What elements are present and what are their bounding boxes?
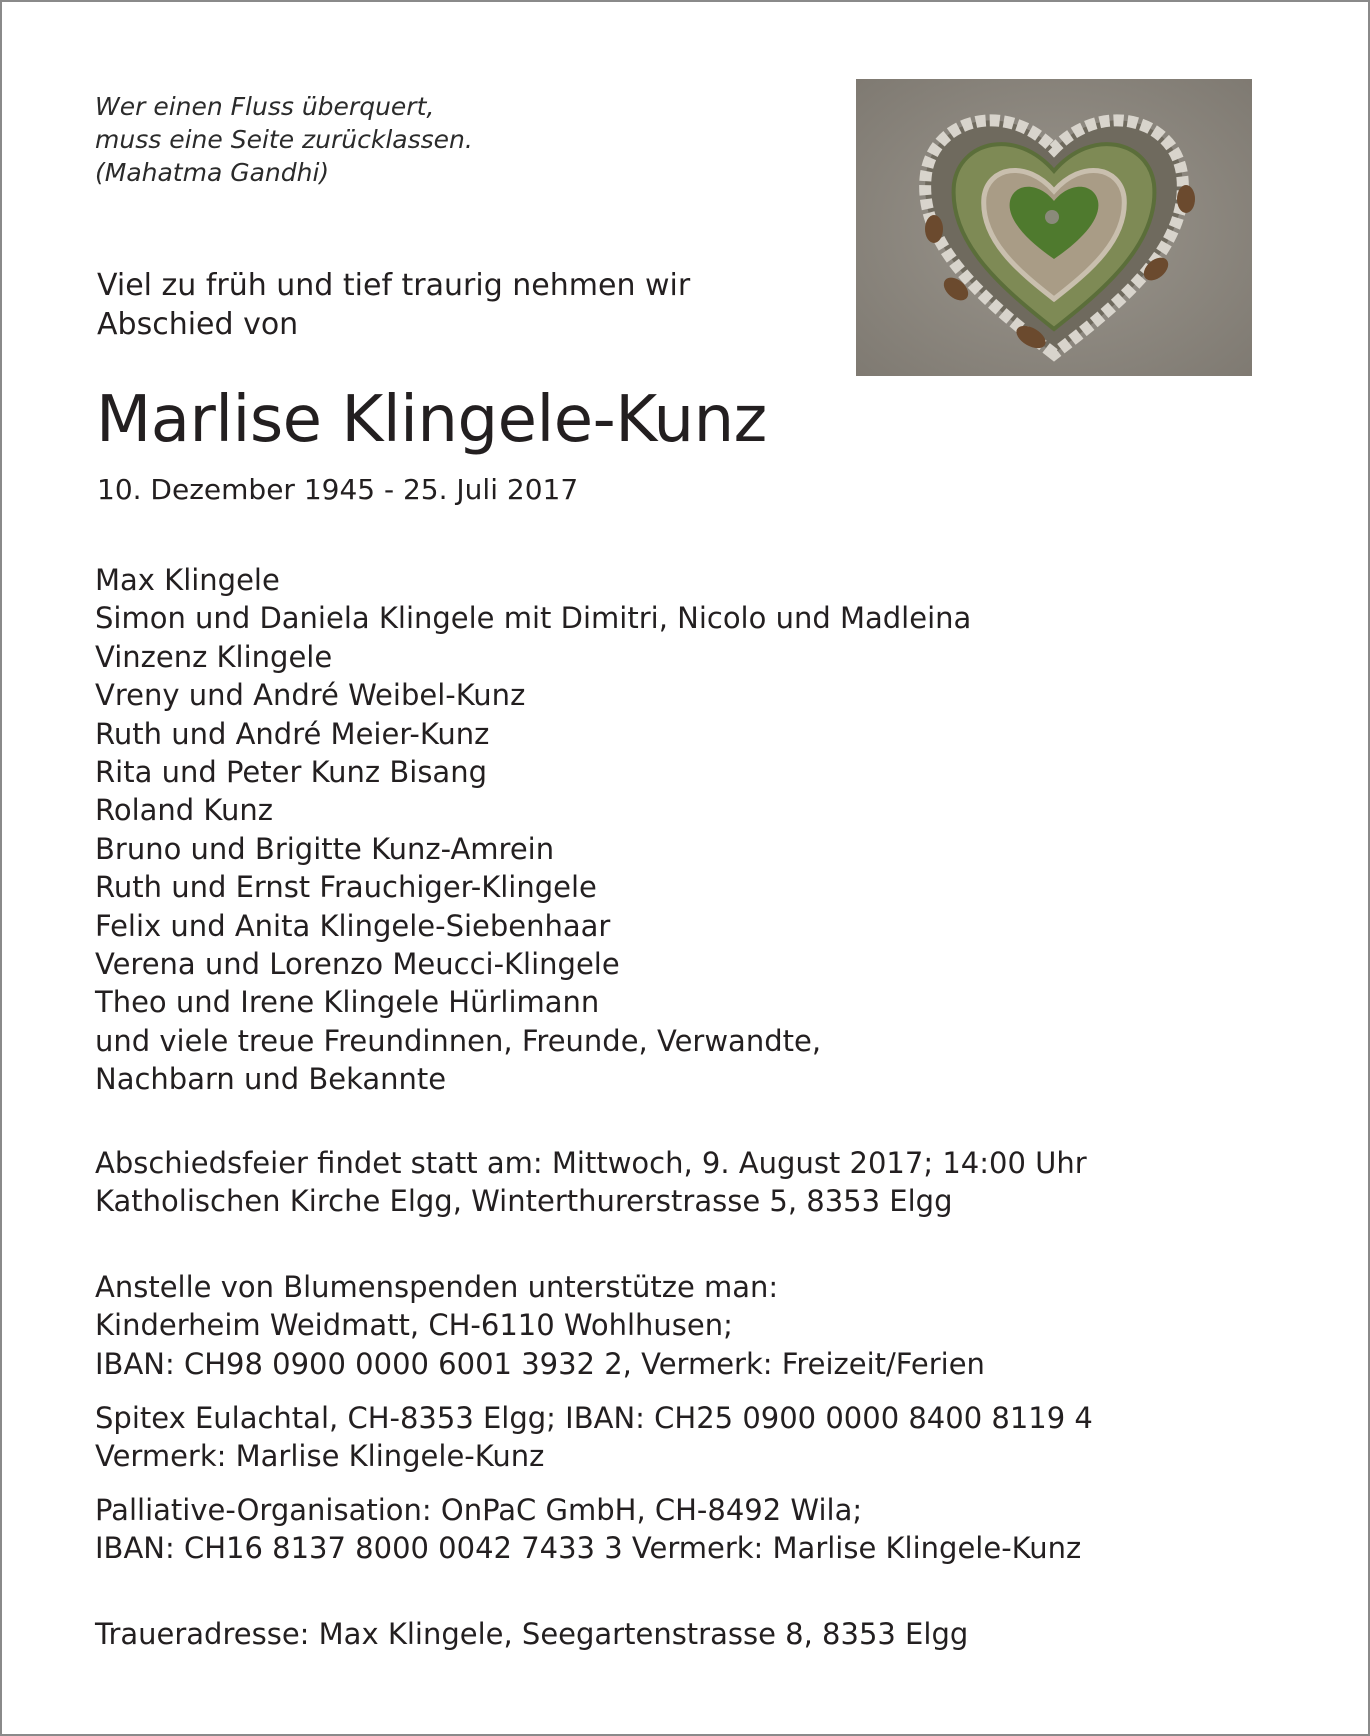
donation-line: Palliative-Organisation: OnPaC GmbH, CH-8492 Wila; xyxy=(95,1493,863,1527)
quote xyxy=(95,90,473,189)
donation-org-3 xyxy=(95,1491,1081,1568)
mourning-address: Traueradresse: Max Klingele, Seegartenstrasse 8, 8353 Elgg xyxy=(95,1617,969,1651)
donation-line: Vermerk: Marlise Klingele-Kunz xyxy=(95,1439,545,1474)
donation-line: IBAN: CH16 8137 8000 0042 7433 3 Vermerk: Marlise Klingele-Kunz xyxy=(95,1531,1082,1566)
quote-line: muss eine Seite zurücklassen. xyxy=(95,125,473,154)
quote-author: (Mahatma Gandhi) xyxy=(95,158,330,187)
donation-line: Kinderheim Weidmatt, CH-6110 Wohlhusen; xyxy=(95,1308,733,1343)
intro-line: Abschied von xyxy=(97,307,299,342)
intro-line: Viel zu früh und tief traurig nehmen wir xyxy=(97,268,691,303)
donation-line: IBAN: CH98 0900 0000 6001 3932 2, Vermerk: Freizeit/Ferien xyxy=(95,1346,985,1381)
mourner: Simon und Daniela Klingele mit Dimitri, Nicolo und Madleina xyxy=(95,601,972,636)
quote-line: Wer einen Fluss überquert, xyxy=(95,92,435,121)
donation-org-1 xyxy=(95,1268,985,1383)
mourner: Ruth und Ernst Frauchiger-Klingele xyxy=(95,870,597,905)
donation-line: Spitex Eulachtal, CH-8353 Elgg; IBAN: CH25 0900 0000 8400 8119 4 xyxy=(95,1401,1093,1435)
mourner: Vreny und André Weibel-Kunz xyxy=(95,678,526,713)
mourner: Rita und Peter Kunz Bisang xyxy=(95,755,487,790)
mourner: Felix und Anita Klingele-Siebenhaar xyxy=(95,908,611,943)
ceremony-line: Katholischen Kirche Elgg, Winterthurerstrasse 5, 8353 Elgg xyxy=(95,1184,953,1219)
mourner: Bruno und Brigitte Kunz-Amrein xyxy=(95,831,555,866)
mourner: Verena und Lorenzo Meucci-Klingele xyxy=(95,947,620,982)
mourner: Nachbarn und Bekannte xyxy=(95,1062,447,1097)
mourner: Vinzenz Klingele xyxy=(95,639,333,674)
mourner: Max Klingele xyxy=(95,563,280,597)
mourner: Ruth und André Meier-Kunz xyxy=(95,716,490,751)
mourner: Theo und Irene Klingele Hürlimann xyxy=(95,985,600,1020)
heart-photo xyxy=(856,79,1252,376)
intro-text xyxy=(97,266,690,344)
ceremony-info xyxy=(95,1144,1087,1221)
ceremony-line: Abschiedsfeier findet statt am: Mittwoch, 9. August 2017; 14:00 Uhr xyxy=(95,1146,1087,1180)
mourners-list xyxy=(95,561,971,1099)
donation-intro: Anstelle von Blumenspenden unterstütze man: xyxy=(95,1270,779,1304)
mourner: und viele treue Freundinnen, Freunde, Verwandte, xyxy=(95,1023,822,1058)
donation-org-2 xyxy=(95,1399,1093,1476)
mourner: Roland Kunz xyxy=(95,793,273,828)
deceased-name: Marlise Klingele-Kunz xyxy=(96,383,767,457)
life-dates: 10. Dezember 1945 - 25. Juli 2017 xyxy=(97,473,579,506)
